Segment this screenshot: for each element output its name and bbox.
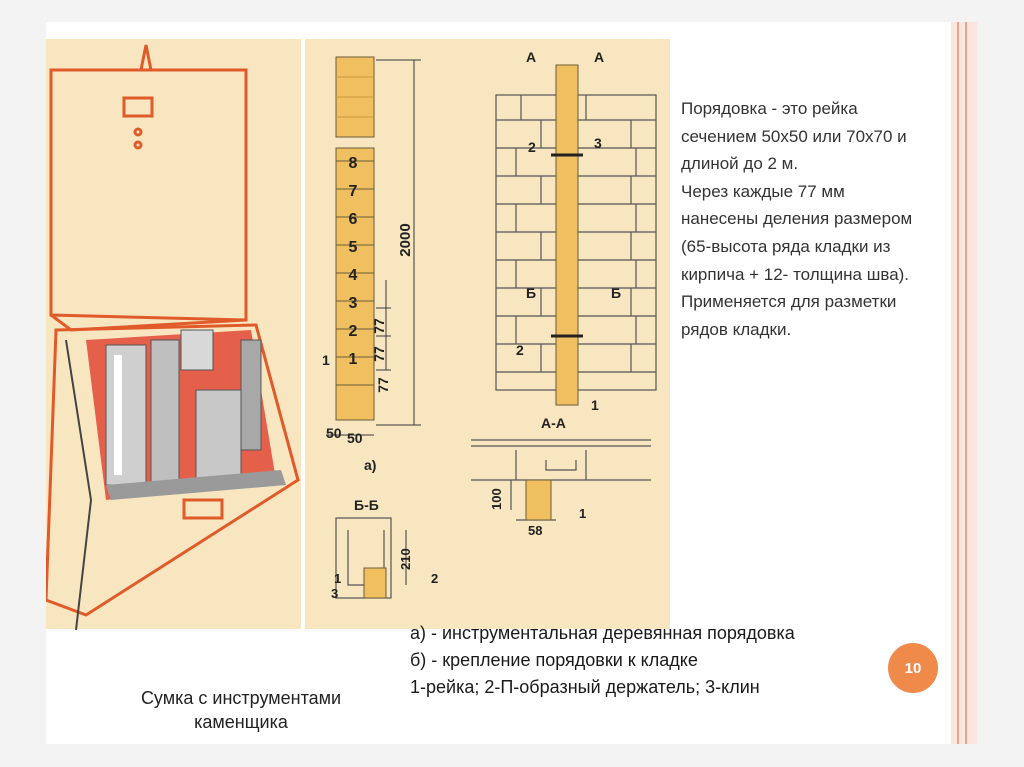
rail-mark-8: 8	[348, 155, 358, 172]
wall-callout-2: 2	[528, 139, 536, 155]
page-number-badge: 10	[888, 643, 938, 693]
illustration	[46, 40, 671, 635]
rail-mark-2: 2	[348, 323, 358, 340]
rail-callout-1: 1	[322, 352, 330, 368]
rail-mark-3: 3	[348, 295, 358, 312]
rail-mark-5: 5	[348, 239, 358, 256]
description-line: (65-высота ряда кладки из	[681, 236, 891, 256]
description-line: нанесены деления размером	[681, 209, 913, 229]
rail-section-label-2: 50	[347, 430, 363, 446]
rail-section-label-1: 50	[326, 425, 342, 441]
caption-line-legend: 1-рейка; 2-П-образный держатель; 3-клин	[410, 677, 760, 697]
section-mark-a-right: А	[594, 49, 605, 65]
bag-caption: Сумка с инструментами каменщика	[140, 688, 342, 732]
section-aa-callout-1: 1	[579, 506, 587, 521]
wall-callout-3: 3	[594, 135, 602, 151]
rail-mark-7: 7	[348, 183, 358, 200]
description-line: Через каждые 77 мм	[681, 181, 845, 201]
description-line: сечением 50х50 или 70х70 и	[681, 126, 907, 146]
section-bb-callout-2: 2	[431, 571, 439, 586]
description-line: Порядовка - это рейка	[681, 99, 858, 118]
section-aa-illustration	[471, 415, 651, 538]
rail-spacing-label-1: 77	[371, 318, 387, 334]
section-bb-label: Б-Б	[354, 497, 379, 513]
section-bb-callout-1: 1	[334, 571, 342, 586]
section-bb-dim-210: 210	[398, 548, 413, 570]
description-line: Применяется для разметки	[681, 292, 897, 312]
figure-caption	[410, 620, 795, 701]
section-bb-callout-3: 3	[331, 586, 339, 601]
description-line: длиной до 2 м.	[681, 154, 799, 174]
section-mark-a-left: А	[526, 49, 537, 65]
tool-bag-illustration	[46, 45, 298, 615]
rail-illustration	[322, 57, 421, 473]
rail-length-label: 2000	[397, 223, 414, 257]
section-aa-dim-100: 100	[489, 488, 504, 510]
rail-spacing-label-2: 77	[371, 346, 387, 362]
section-mark-b-left: Б	[526, 285, 537, 301]
rail-mark-6: 6	[348, 211, 358, 228]
description-line: кирпича + 12- толщина шва).	[681, 264, 910, 284]
rail-mark-4: 4	[348, 267, 358, 284]
section-bb-illustration	[331, 497, 438, 601]
description-text	[681, 95, 971, 343]
caption-line-b: б) - крепление порядовки к кладке	[410, 650, 698, 670]
tool-bag-contents	[66, 330, 286, 630]
caption-line-a: а) - инструментальная деревянная порядовка	[410, 623, 795, 643]
wall-callout-2b: 2	[516, 342, 524, 358]
section-aa-label: А-А	[541, 415, 566, 431]
section-aa-dim-58: 58	[528, 523, 543, 538]
wall-callout-1: 1	[591, 397, 599, 413]
rail-spacing-label-3: 77	[375, 377, 391, 393]
section-mark-b-right: Б	[611, 285, 622, 301]
description-line: рядов кладки.	[681, 319, 792, 339]
figure-label-a: а)	[364, 457, 377, 473]
wall-rail	[556, 65, 578, 405]
rail-mark-1: 1	[348, 351, 358, 368]
